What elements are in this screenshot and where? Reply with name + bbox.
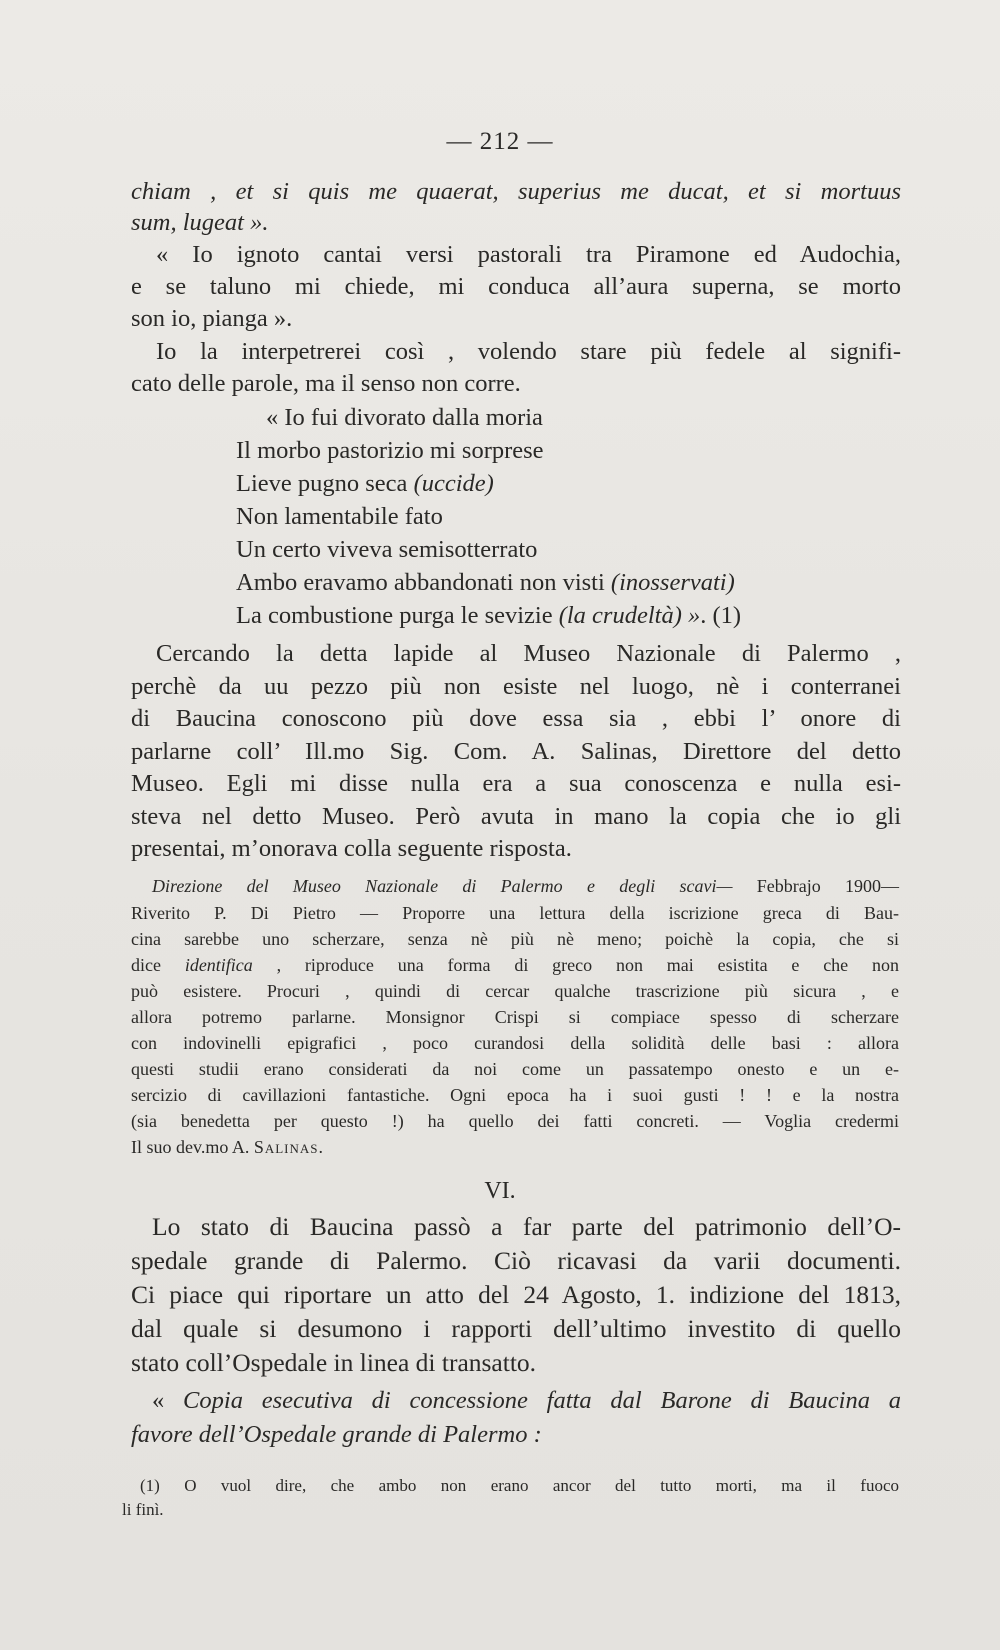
poem-gloss: (uccide) (413, 470, 494, 497)
letter-text: , riproduce una forma di greco non mai esistita e che non (252, 955, 899, 975)
quote-mark: « (152, 1387, 184, 1414)
text-line: Io la interpetrerei così , volendo stare più fedele al signifi- (156, 338, 901, 365)
letter-line: questi studii erano considerati da noi come un passatempo onesto e un e- (131, 1059, 899, 1079)
letter-line: con indovinelli epigrafici , poco curandosi della solidità delle basi : allora (131, 1033, 899, 1053)
poem-line (236, 568, 735, 598)
page-number: — 212 — (446, 128, 554, 155)
poem-gloss: (inosservati) (610, 569, 735, 596)
letter-line (131, 953, 899, 977)
letter-line: (sia benedetta per questo !) ha quello dei fatti concreti. — Voglia credermi (131, 1111, 899, 1131)
footnote-ref: . (1) (700, 602, 742, 629)
poem-line: « Io fui divorato dalla moria (266, 404, 543, 431)
text-line: chiam , et si quis me quaerat, superius me ducat, et si mortuus (131, 178, 901, 205)
letter-line (152, 874, 899, 898)
text-line: spedale grande di Palermo. Ciò ricavasi da varii documenti. (131, 1246, 901, 1275)
poem-text: Ambo eravamo abbandonati non visti (236, 569, 611, 596)
footnote-line: li finì. (122, 1500, 164, 1519)
letter-signoff: Il suo dev.mo A. (131, 1137, 254, 1157)
letter-line: allora potremo parlarne. Monsignor Crispi si compiace spesso di scherzare (131, 1007, 899, 1027)
text-line: sum, lugeat ». (131, 209, 269, 236)
poem-line: Non lamentabile fato (236, 503, 443, 530)
letter-date: Febbrajo 1900— (732, 876, 900, 896)
text-line: Lo stato di Baucina passò a far parte del patrimonio dell’O- (152, 1212, 901, 1241)
letter-text: dice (131, 955, 185, 975)
text-line: e se taluno mi chiede, mi conduca all’aura superna, se morto (131, 273, 901, 300)
letter-line: Riverito P. Di Pietro — Proporre una lettura della iscrizione greca di Bau- (131, 903, 899, 923)
section-heading: VI. (484, 1178, 516, 1204)
poem-line (236, 469, 494, 499)
letter-line: può esistere. Procuri , quindi di cercar qualche trascrizione più sicura , e (131, 981, 899, 1001)
text-line: Ci piace qui riportare un atto del 24 Agosto, 1. indizione del 1813, (131, 1280, 901, 1309)
text-line: favore dell’Ospedale grande di Palermo : (131, 1421, 542, 1448)
text-line: perchè da uu pezzo più non esiste nel luogo, nè i conterranei (131, 673, 901, 700)
letter-emph: identifica (184, 955, 253, 975)
poem-gloss: (la crudeltà) » (558, 602, 701, 629)
letter-signature: Salinas. (253, 1137, 325, 1157)
text-line: son io, pianga ». (131, 305, 293, 332)
text-line: steva nel detto Museo. Però avuta in mano la copia che io gli (131, 803, 901, 830)
poem-line (236, 601, 741, 631)
letter-heading: Direzione del Museo Nazionale di Palermo e degli scavi— (152, 876, 733, 896)
letter-line (131, 1135, 324, 1159)
document-title: Copia esecutiva di concessione fatta dal Barone di Baucina a (183, 1387, 902, 1414)
text-line: presentai, m’onorava colla seguente risposta. (131, 835, 572, 862)
footnote-line: (1) O vuol dire, che ambo non erano ancor del tutto morti, ma il fuoco (140, 1476, 899, 1495)
text-line: Cercando la detta lapide al Museo Nazionale di Palermo , (156, 640, 901, 667)
text-line (152, 1386, 901, 1416)
letter-line: cina sarebbe uno scherzare, senza nè più nè meno; poichè la copia, che si (131, 929, 899, 949)
text-line: « Io ignoto cantai versi pastorali tra Piramone ed Audochia, (156, 241, 901, 268)
letter-line: sercizio di cavillazioni fantastiche. Ogni epoca ha i suoi gusti ! ! e la nostra (131, 1085, 899, 1105)
text-line: parlarne coll’ Ill.mo Sig. Com. A. Salinas, Direttore del detto (131, 738, 901, 765)
text-line: dal quale si desumono i rapporti dell’ultimo investito di quello (131, 1314, 901, 1343)
poem-text: La combustione purga le sevizie (236, 602, 559, 629)
poem-line: Un certo viveva semisotterrato (236, 536, 538, 563)
poem-line: Il morbo pastorizio mi sorprese (236, 437, 544, 464)
text-line: Museo. Egli mi disse nulla era a sua conoscenza e nulla esi- (131, 770, 901, 797)
poem-text: Lieve pugno seca (236, 470, 414, 497)
text-line: di Baucina conoscono più dove essa sia , ebbi l’ onore di (131, 705, 901, 732)
text-line: cato delle parole, ma il senso non corre. (131, 370, 521, 397)
text-line: stato coll’Ospedale in linea di transatto. (131, 1348, 537, 1377)
